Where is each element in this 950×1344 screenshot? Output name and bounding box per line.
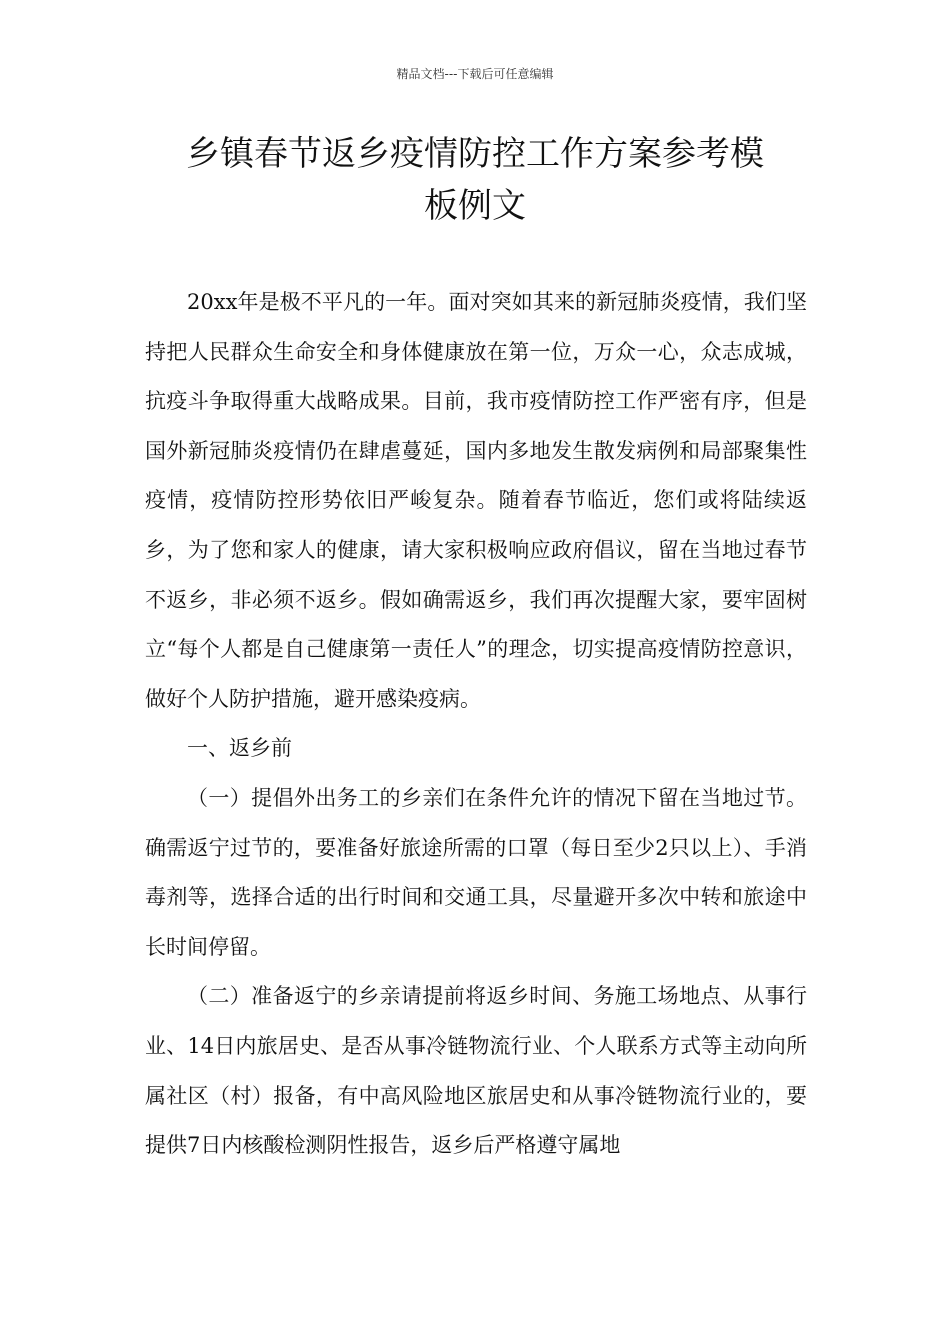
document-body (145, 278, 807, 1171)
paragraph-item-1: （一）提倡外出务工的乡亲们在条件允许的情况下留在当地过节。确需返宁过节的，要准备好旅途所需的口罩（每日至少2只以上）、手消毒剂等，选择合适的出行时间和交通工具，尽量避开多次中转和旅途中长时间停留。 (145, 785, 807, 959)
header-note: 精品文档---下载后可任意编辑 (396, 67, 554, 81)
title-line-2: 板例文 (424, 186, 526, 226)
section-heading-before-return: 一、返乡前 (187, 736, 292, 761)
paragraph-item-2: （二）准备返宁的乡亲请提前将返乡时间、务施工场地点、从事行业、14日内旅居史、是否从事冷链物流行业、个人联系方式等主动向所属社区（村）报备，有中高风险地区旅居史和从事冷链物流行业的，要提供7日内核酸检测阴性报告，返乡后严格遵守属地 (145, 984, 807, 1158)
paragraph-intro: 20xx年是极不平凡的一年。面对突如其来的新冠肺炎疫情，我们坚持把人民群众生命安全和身体健康放在第一位，万众一心，众志成城，抗疫斗争取得重大战略成果。目前，我市疫情防控工作严密有序，但是国外新冠肺炎疫情仍在肆虐蔓延，国内多地发生散发病例和局部聚集性疫情，疫情防控形势依旧严峻复杂。随着春节临近，您们或将陆续返乡，为了您和家人的健康，请大家积极响应政府倡议，留在当地过春节不返乡，非必须不返乡。假如确需返乡，我们再次提醒大家，要牢固树立“每个人都是自己健康第一责任人”的理念，切实提高疫情防控意识，做好个人防护措施，避开感染疫病。 (145, 290, 807, 711)
document-title (140, 128, 810, 232)
title-line-1: 乡镇春节返乡疫情防控工作方案参考模 (186, 134, 764, 174)
